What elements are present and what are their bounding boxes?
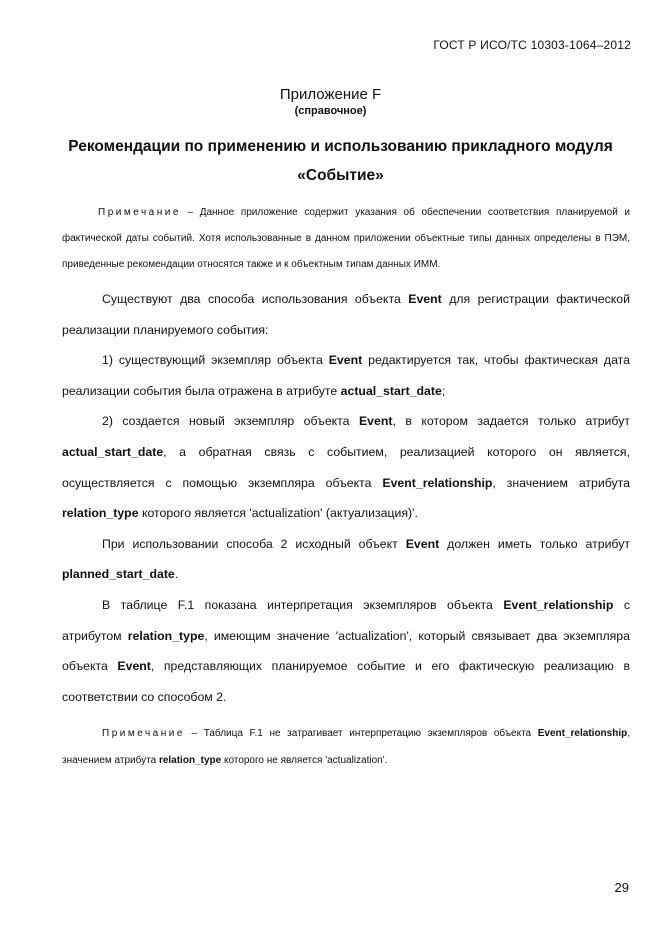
- attribute-name: planned_start_date: [62, 567, 175, 582]
- text-run: которого является 'actualization' (актуализация)'.: [138, 506, 418, 521]
- paragraph-method2: [62, 529, 630, 590]
- text-run: , представляющих планируемое событие и его фактическую реализацию в соответствии со способом 2.: [62, 659, 630, 704]
- note-text: – Данное приложение содержит указания об обеспечении соответствия планируемой и фактической даты событий. Хотя использованные в данном приложении объектные типы данных определены в ПЭМ, приведенные рекомендации относятся также и к объектным типам данных ИММ.: [62, 207, 630, 270]
- standard-header: ГОСТ Р ИСО/ТС 10303-1064–2012: [433, 38, 631, 52]
- entity-name: Event_relationship: [503, 597, 614, 612]
- text-run: должен иметь только атрибут: [439, 536, 630, 551]
- note-label: Примечание: [102, 728, 185, 740]
- entity-name: Event_relationship: [382, 475, 493, 490]
- text-run: которого не является 'actualization'.: [221, 755, 388, 767]
- text-run: с атрибутом: [62, 597, 630, 643]
- entity-name: Event: [328, 353, 363, 368]
- text-run: , значением атрибута: [62, 728, 630, 767]
- note-paragraph-2: [62, 720, 630, 774]
- note-label: Примечание: [98, 207, 181, 218]
- list-item-2: [62, 406, 630, 528]
- text-run: 1) существующий экземпляр объекта: [102, 353, 329, 368]
- entity-name: Event: [358, 414, 393, 429]
- entity-name: Event: [408, 292, 442, 306]
- text-run: , а обратная связь с событием, реализацией которого он является, осуществляется с помощью экземпляра объекта: [62, 444, 630, 490]
- text-run: ;: [441, 383, 446, 398]
- text-run: – Таблица F.1 не затрагивает интерпретацию экземпляров объекта: [184, 728, 538, 740]
- appendix-title: Приложение F: [279, 86, 382, 103]
- entity-name: Event: [117, 659, 151, 674]
- attribute-name: actual_start_date: [62, 444, 164, 459]
- document-title-line2: «Событие»: [297, 167, 384, 184]
- attribute-name: relation_type: [127, 628, 205, 643]
- text-run: для регистрации фактической реализации планируемого события:: [62, 292, 630, 337]
- document-title-line1: Рекомендации по применению и использованию прикладного модуля: [68, 138, 613, 155]
- paragraph-ways: [62, 284, 630, 345]
- text-run: редактируется так, чтобы фактическая дата реализации события была отражена в атрибуте: [62, 353, 630, 398]
- text-run: , значением атрибута: [492, 475, 630, 490]
- note-paragraph: [62, 200, 630, 278]
- text-run: .: [174, 567, 179, 582]
- paragraph-table-ref: [62, 590, 630, 712]
- page-number: 29: [614, 880, 629, 895]
- entity-name: Event: [405, 536, 440, 551]
- document-body: [62, 200, 630, 774]
- appendix-subtitle: (справочное): [294, 105, 367, 117]
- list-item-1: [62, 345, 630, 406]
- document-title: [40, 132, 641, 190]
- attribute-name: actual_start_date: [340, 383, 442, 398]
- attribute-name: relation_type: [158, 755, 222, 767]
- attribute-name: relation_type: [62, 506, 139, 521]
- text-run: При использовании способа 2 исходный объект: [102, 536, 406, 551]
- text-run: Существуют два способа использования объекта: [102, 292, 409, 306]
- text-run: , в котором задается только атрибут: [392, 414, 630, 429]
- entity-name: Event_relationship: [537, 728, 628, 740]
- text-run: В таблице F.1 показана интерпретация экземпляров объекта: [102, 597, 504, 612]
- text-run: , имеющим значение 'actualization', который связывает два экземпляра объекта: [62, 628, 630, 674]
- text-run: 2) создается новый экземпляр объекта: [102, 414, 359, 429]
